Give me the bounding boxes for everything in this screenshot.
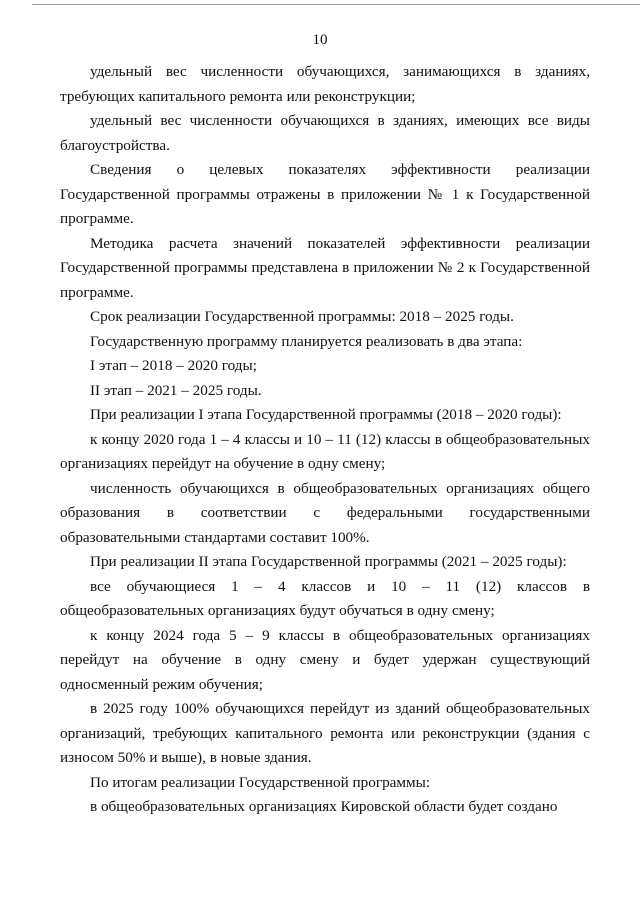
paragraph-single-shift-2024: к концу 2024 года 5 – 9 классы в общеобразовательных организациях перейдут на обучение в одну смену и будет удержан существующий односменный режим обучения;: [60, 626, 590, 693]
paragraph-program-term: Срок реализации Государственной программы: 2018 – 2025 годы.: [90, 308, 514, 325]
paragraph-stage-two: II этап – 2021 – 2025 годы.: [90, 381, 262, 399]
paragraph-single-shift-2020: к концу 2020 года 1 – 4 классы и 10 – 11 (12) классы в общеобразовательных организациях перейдут на обучение в одну смену;: [60, 430, 590, 472]
paragraph-methodology-appendix: Методика расчета значений показателей эффективности реализации Государственной программы представлена в приложении № 2 к Государственной программе.: [60, 234, 590, 301]
top-edge-rule: [32, 4, 640, 5]
paragraph-stage-one: I этап – 2018 – 2020 годы;: [90, 357, 257, 374]
paragraph-fgos-100: численность обучающихся в общеобразовательных организациях общего образования в соответствии с федеральными государственными образовательными стандартами составит 100%.: [60, 479, 590, 546]
paragraph-indicator-amenities: удельный вес численности обучающихся в зданиях, имеющих все виды благоустройства.: [60, 112, 590, 154]
page-number: 10: [312, 32, 328, 48]
paragraph-indicator-capital-repair: удельный вес численности обучающихся, занимающихся в зданиях, требующих капитального ремонта или реконструкции;: [60, 63, 590, 105]
paragraph-single-shift-all: все обучающиеся 1 – 4 классов и 10 – 11 (12) классов в общеобразовательных организациях будут обучаться в одну смену;: [60, 577, 590, 619]
document-body: [60, 60, 590, 820]
paragraph-new-buildings-2025: в 2025 году 100% обучающихся перейдут из зданий общеобразовательных организаций, требующих капитального ремонта или реконструкции (здания с износом 50% и выше), в новые здания.: [60, 700, 590, 766]
paragraph-two-stages: Государственную программу планируется реализовать в два этапа:: [90, 332, 523, 350]
paragraph-results-kirov: в общеобразовательных организациях Кировской области будет создано: [90, 798, 558, 815]
paragraph-results-heading: По итогам реализации Государственной программы:: [90, 773, 431, 791]
paragraph-target-indicators-appendix: Сведения о целевых показателях эффективности реализации Государственной программы отражены в приложении № 1 к Государственной программе.: [60, 161, 590, 227]
paragraph-stage-two-heading: При реализации II этапа Государственной программы (2021 – 2025 годы):: [90, 553, 567, 570]
paragraph-stage-one-heading: При реализации I этапа Государственной программы (2018 – 2020 годы):: [90, 406, 562, 423]
